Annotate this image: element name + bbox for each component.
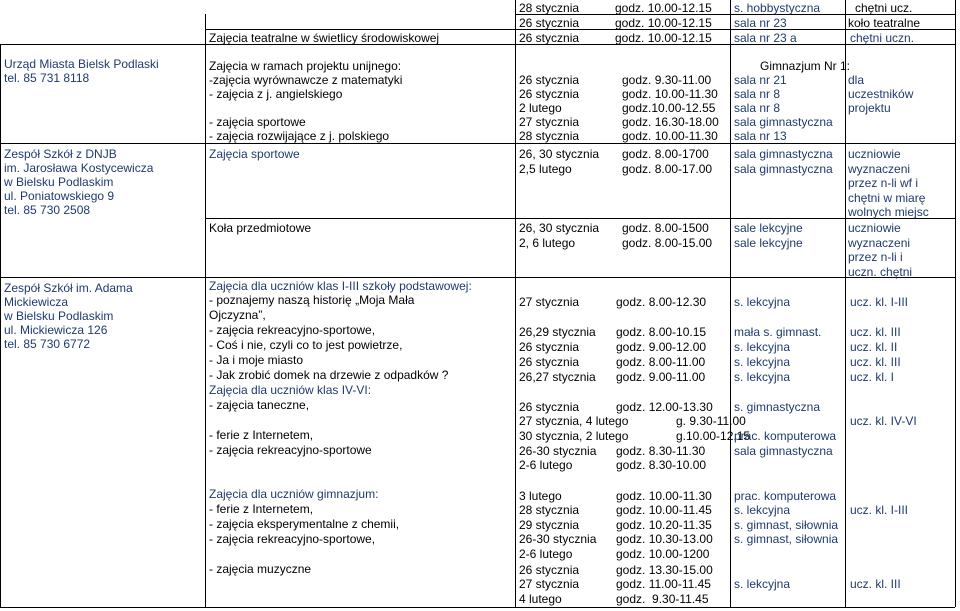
- col-divider: [845, 0, 846, 607]
- activity-line: - zajęcia z j. angielskiego: [209, 87, 343, 101]
- date-cell: 26 stycznia: [519, 31, 580, 45]
- participants-cell: uczn. chętni: [848, 264, 913, 279]
- col-divider: [0, 44, 1, 607]
- participants-cell: ucz. kl. I-III: [850, 503, 909, 517]
- activity-line: Zajęcia dla uczniów klas IV-VI:: [209, 383, 372, 397]
- room-cell: s. lekcyjna: [734, 370, 791, 384]
- participants-cell: chętni ucz.: [855, 1, 913, 15]
- time-cell: godz. 10.00-12.15: [615, 16, 712, 30]
- date-cell: 26,29 stycznia: [519, 325, 596, 339]
- time-cell: godz. 10.00-11.30: [622, 87, 718, 101]
- participants-cell: chętni uczn.: [850, 31, 915, 45]
- activity-title: Zajęcia sportowe: [209, 147, 300, 161]
- row-divider: [205, 29, 955, 30]
- time-cell: godz. 8.00-11.00: [616, 355, 706, 369]
- time-cell: godz. 13.30-15.00: [616, 563, 713, 577]
- date-cell: 27 stycznia: [519, 577, 580, 591]
- time-cell: g.10.00-12.15: [676, 429, 751, 443]
- time-cell: godz. 8.00-12.30: [616, 295, 707, 309]
- date-cell: 26, 30 stycznia: [519, 147, 600, 161]
- participants-cell: ucz. kl. III: [850, 355, 901, 369]
- participants-cell: ucz. kl. I: [850, 370, 895, 384]
- institution-line: w Bielsku Podlaskim: [4, 175, 114, 189]
- activity-line: Zajęcia dla uczniów klas I-III szkoły podstawowej:: [209, 279, 472, 293]
- activity-line: - Ja i moje miasto: [209, 353, 304, 367]
- institution-line: tel. 85 731 8118: [4, 71, 90, 85]
- date-cell: 28 stycznia: [519, 1, 580, 15]
- activity-line: - zajęcia eksperymentalne z chemii,: [209, 517, 400, 531]
- date-cell: 4 lutego: [519, 592, 562, 606]
- date-cell: 3 lutego: [519, 489, 562, 503]
- date-cell: 27 stycznia: [519, 115, 580, 129]
- participants-cell: uczniowie: [848, 147, 901, 161]
- activity-line: - zajęcia taneczne,: [209, 398, 310, 412]
- date-cell: 27 stycznia, 4 lutego: [519, 414, 629, 428]
- room-cell: mała s. gimnast.: [734, 325, 822, 339]
- row-divider: [0, 44, 955, 45]
- activity-line: - ferie z Internetem,: [209, 502, 314, 516]
- room-cell: sala nr 21: [734, 73, 787, 87]
- participants-cell: wyznaczeni: [848, 235, 911, 250]
- activity-line: - zajęcia rekreacyjno-sportowe,: [209, 532, 376, 546]
- room-cell: s. gimnast, siłownia: [734, 518, 839, 532]
- time-cell: godz. 8.00-17.00: [622, 162, 713, 176]
- room-cell: sala nr 8: [734, 101, 781, 115]
- room-cell: sala gimnastyczna: [734, 147, 833, 161]
- participants-cell: projektu: [848, 101, 891, 115]
- row-divider: [0, 143, 955, 144]
- participants-cell: koło teatralne: [848, 16, 921, 30]
- institution-line: im. Jarosława Kostycewicza: [4, 161, 154, 175]
- room-cell: s. lekcyjna: [734, 355, 791, 369]
- col-divider: [515, 0, 516, 607]
- participants-cell: chętni w miarę: [848, 190, 926, 205]
- institution-line: tel. 85 730 2508: [4, 203, 91, 217]
- activity-line: - Coś i nie, czyli co to jest powietrze,: [209, 338, 403, 352]
- activity-line: Zajęcia dla uczniów gimnazjum:: [209, 487, 379, 501]
- room-cell: s. gimnastyczna: [734, 400, 821, 414]
- activity-line: -zajęcia wyrównawcze z matematyki: [209, 73, 403, 87]
- institution-line: ul. Mickiewicza 126: [4, 323, 108, 337]
- room-cell: sala nr 8: [734, 87, 781, 101]
- activity-line: - Jak zrobić domek na drzewie z odpadków ?: [209, 368, 449, 382]
- participants-cell: dla: [848, 73, 865, 87]
- time-cell: godz. 10.00-12.15: [615, 1, 712, 15]
- participants-cell: ucz. kl. II: [850, 340, 898, 354]
- time-cell: godz. 16.30-18.00: [622, 115, 719, 129]
- time-cell: godz. 8.30-11.30: [616, 444, 706, 458]
- row-divider: [0, 277, 955, 278]
- time-cell: godz. 8.30-10.00: [616, 458, 707, 472]
- activity-cell: Zajęcia teatralne w świetlicy środowiskowej: [209, 31, 440, 45]
- participants-cell: ucz. kl. III: [850, 325, 901, 339]
- date-cell: 26 stycznia: [519, 16, 580, 30]
- activity-title: Koła przedmiotowe: [209, 221, 312, 235]
- time-cell: godz. 11.00-11.45: [616, 577, 711, 591]
- time-cell: godz. 8.00-1700: [622, 147, 709, 161]
- participants-cell: ucz. kl. I-III: [850, 295, 909, 309]
- activity-line: - ferie z Internetem,: [209, 428, 314, 442]
- room-cell: s. hobbystyczna: [734, 1, 821, 15]
- time-cell: godz. 8.00-15.00: [622, 236, 713, 250]
- time-cell: godz. 9.30-11.00: [622, 73, 712, 87]
- date-cell: 26 stycznia: [519, 73, 580, 87]
- date-cell: 2, 6 lutego: [519, 236, 576, 250]
- time-cell: godz. 12.00-13.30: [616, 400, 713, 414]
- activity-line: - zajęcia sportowe: [209, 115, 306, 129]
- time-cell: godz. 10.00-12.15: [615, 31, 712, 45]
- room-cell: prac. komputerowa: [734, 489, 837, 503]
- institution-line: Urząd Miasta Bielsk Podlaski: [4, 57, 159, 71]
- date-cell: 2-6 lutego: [519, 458, 573, 472]
- room-cell: sale lekcyjne: [734, 221, 803, 235]
- room-cell: s. lekcyjna: [734, 340, 791, 354]
- activity-line: - zajęcia rekreacyjno-sportowe,: [209, 323, 376, 337]
- participants-cell: ucz. kl. III: [850, 577, 901, 591]
- time-cell: godz. 10.00-11.45: [616, 503, 712, 517]
- date-cell: 26,27 stycznia: [519, 370, 596, 384]
- room-cell: sala gimnastyczna: [734, 162, 833, 176]
- activity-line: - poznajemy naszą historię „Moja Mała: [209, 293, 415, 307]
- room-cell: sala gimnastyczna: [734, 115, 833, 129]
- participants-cell: ucz. kl. IV-VI: [850, 414, 917, 428]
- participants-cell: uczniowie: [848, 221, 901, 235]
- date-cell: 27 stycznia: [519, 295, 580, 309]
- activity-line: Ojczyzna”,: [209, 308, 266, 322]
- room-cell: sala nr 23 a: [734, 31, 797, 45]
- time-cell: godz. 8.00-1500: [622, 221, 709, 235]
- col-divider: [205, 14, 206, 607]
- date-cell: 2 lutego: [519, 101, 562, 115]
- activity-line: Zajęcia w ramach projektu unijnego:: [209, 59, 402, 73]
- room-cell: sale lekcyjne: [734, 236, 803, 250]
- date-cell: 29 stycznia: [519, 518, 580, 532]
- activity-line: - zajęcia rozwijające z j. polskiego: [209, 129, 390, 143]
- institution-line: Zespół Szkół im. Adama: [4, 281, 133, 295]
- date-cell: 2,5 lutego: [519, 162, 572, 176]
- participants-cell: wolnych miejsc: [848, 205, 929, 219]
- participants-cell: wyznaczeni: [848, 161, 911, 176]
- date-cell: 28 stycznia: [519, 503, 580, 517]
- room-cell: sala nr 23: [734, 16, 787, 30]
- time-cell: godz.10.00-12.55: [622, 101, 716, 115]
- date-cell: 2-6 lutego: [519, 547, 573, 561]
- activity-line: - zajęcia rekreacyjno-sportowe: [209, 443, 372, 457]
- room-cell: s. lekcyjna: [734, 503, 791, 517]
- participants-cell: przez n-li i: [848, 250, 903, 264]
- time-cell: godz. 10.30-13.00: [616, 532, 713, 546]
- time-cell: g. 9.30-11.00: [676, 414, 746, 428]
- participants-cell: uczestników: [848, 87, 914, 101]
- date-cell: 30 stycznia, 2 lutego: [519, 429, 629, 443]
- room-cell: sala gimnastyczna: [734, 444, 833, 458]
- row-divider: [0, 607, 955, 608]
- room-cell: prac. komputerowa: [734, 429, 837, 443]
- col-divider: [955, 0, 956, 607]
- institution-line: w Bielsku Podlaskim: [4, 309, 114, 323]
- date-cell: 28 stycznia: [519, 129, 580, 143]
- room-cell: s. gimnast, siłownia: [734, 532, 839, 546]
- room-cell: sala nr 13: [734, 129, 787, 143]
- institution-line: Mickiewicza: [4, 295, 69, 309]
- time-cell: godz. 10.00-11.30: [622, 129, 718, 143]
- date-cell: 26 stycznia: [519, 400, 580, 414]
- date-cell: 26 stycznia: [519, 355, 580, 369]
- time-cell: godz. 10.00-1200: [616, 547, 710, 561]
- time-cell: godz. 8.00-10.15: [616, 325, 707, 339]
- time-cell: godz. 10.00-11.30: [616, 489, 712, 503]
- date-cell: 26 stycznia: [519, 563, 580, 577]
- room-cell: s. lekcyjna: [734, 295, 791, 309]
- time-cell: godz. 9.00-12.00: [616, 340, 707, 354]
- activity-line: - zajęcia muzyczne: [209, 562, 312, 576]
- room-cell: s. lekcyjna: [734, 577, 791, 591]
- date-cell: 26-30 stycznia: [519, 444, 597, 458]
- date-cell: 26-30 stycznia: [519, 532, 597, 546]
- date-cell: 26, 30 stycznia: [519, 221, 600, 235]
- date-cell: 26 stycznia: [519, 340, 580, 354]
- institution-line: ul. Poniatowskiego 9: [4, 189, 115, 203]
- date-cell: 26 stycznia: [519, 87, 580, 101]
- col-divider: [730, 0, 731, 607]
- time-cell: godz. 9.00-11.00: [616, 370, 706, 384]
- time-cell: godz. 9.30-11.45: [616, 592, 709, 606]
- participants-cell: przez n-li wf i: [848, 176, 919, 190]
- institution-line: tel. 85 730 6772: [4, 337, 91, 351]
- time-cell: godz. 10.20-11.35: [616, 518, 712, 532]
- room-cell: Gimnazjum Nr 1:: [760, 59, 851, 73]
- row-divider: [205, 218, 955, 219]
- institution-line: Zespół Szkół z DNJB: [4, 147, 117, 161]
